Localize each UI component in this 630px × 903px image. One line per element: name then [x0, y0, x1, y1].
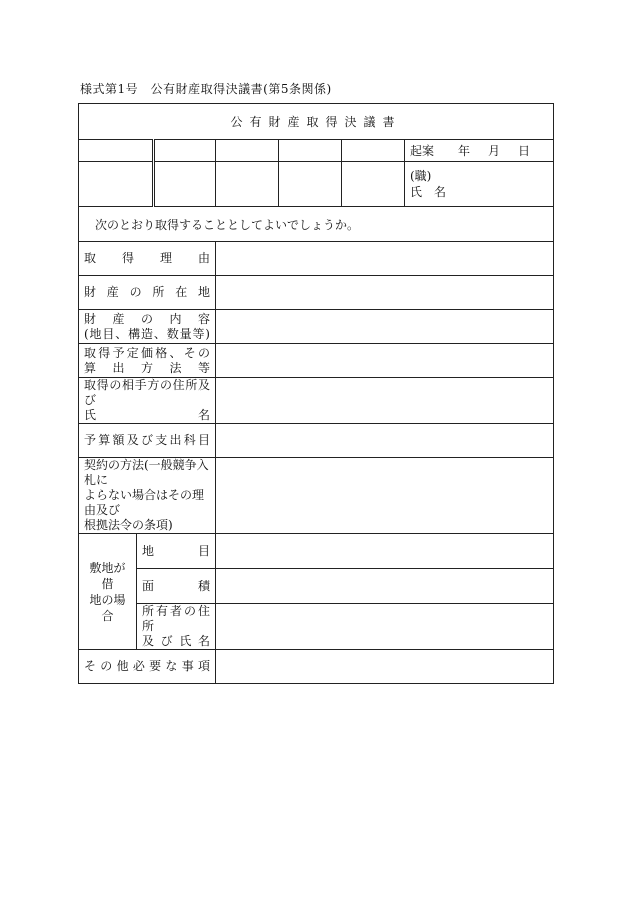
intro-text: 次のとおり取得することとしてよいでしょうか。	[79, 207, 554, 242]
approval-stamp-box[interactable]	[154, 162, 216, 207]
area-label: 面積	[137, 569, 216, 604]
year-label: 年	[458, 144, 471, 158]
other-field[interactable]	[216, 650, 554, 684]
land-category-label: 地目	[137, 534, 216, 569]
approval-stamp-box[interactable]	[279, 140, 342, 162]
approval-stamp-box[interactable]	[342, 140, 405, 162]
location-label: 財産の所在地	[79, 276, 216, 310]
approval-stamp-box[interactable]	[216, 162, 279, 207]
location-field[interactable]	[216, 276, 554, 310]
position-label: (職)	[410, 169, 432, 183]
drafter-name-field[interactable]	[405, 162, 554, 207]
owner-field[interactable]	[216, 604, 554, 650]
area-field[interactable]	[216, 569, 554, 604]
content-label: 財産の内容 (地目、構造、数量等)	[79, 310, 216, 344]
approval-stamp-box[interactable]	[279, 162, 342, 207]
land-category-field[interactable]	[216, 534, 554, 569]
form-heading: 様式第1号 公有財産取得決議書(第5条関係)	[80, 82, 332, 96]
owner-label: 所有者の住所 及び氏名	[137, 604, 216, 650]
name-label: 氏 名	[410, 185, 447, 199]
leased-land-label: 敷地が借 地の場合	[79, 534, 137, 650]
month-label: 月	[488, 144, 501, 158]
approval-stamp-box[interactable]	[216, 140, 279, 162]
partner-label: 取得の相手方の住所及び 氏名	[79, 378, 216, 424]
content-field[interactable]	[216, 310, 554, 344]
other-label: その他必要な事項	[79, 650, 216, 684]
approval-stamp-box[interactable]	[79, 162, 154, 207]
reason-field[interactable]	[216, 242, 554, 276]
form-title: 公有財産取得決議書	[79, 104, 554, 140]
contract-method-label: 契約の方法(一般競争入札に よらない場合はその理由及び 根拠法令の条項)	[79, 458, 216, 534]
draft-label: 起案	[410, 144, 435, 158]
price-label: 取得予定価格、その 算出方法等	[79, 344, 216, 378]
partner-field[interactable]	[216, 378, 554, 424]
acquisition-resolution-form	[78, 103, 554, 684]
contract-method-field[interactable]	[216, 458, 554, 534]
approval-stamp-box[interactable]	[79, 140, 154, 162]
approval-stamp-box[interactable]	[154, 140, 216, 162]
budget-label: 予算額及び支出科目	[79, 424, 216, 458]
draft-date-field[interactable]	[405, 140, 554, 162]
price-field[interactable]	[216, 344, 554, 378]
approval-stamp-box[interactable]	[342, 162, 405, 207]
day-label: 日	[518, 144, 531, 158]
reason-label: 取得理由	[79, 242, 216, 276]
budget-field[interactable]	[216, 424, 554, 458]
